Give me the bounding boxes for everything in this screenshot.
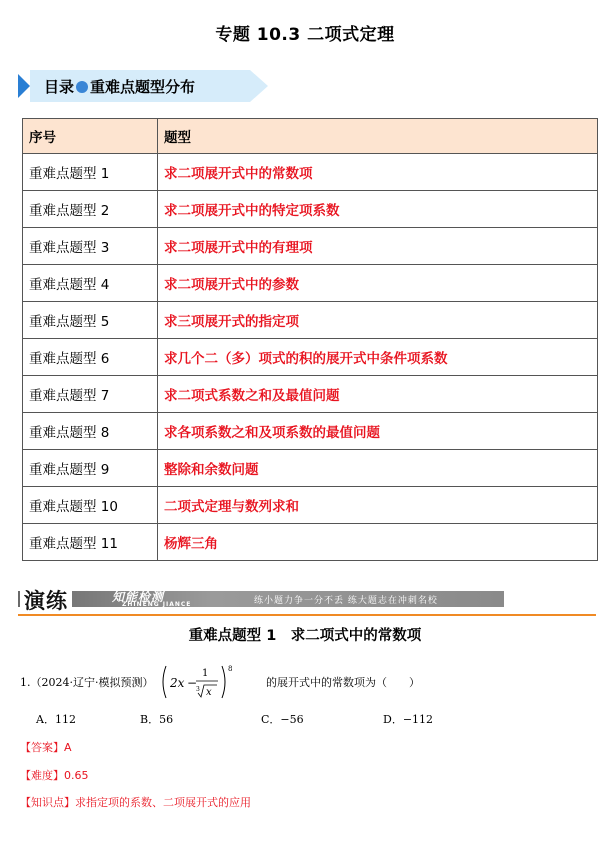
option-d[interactable]: D．−112 bbox=[383, 713, 434, 726]
row-topic[interactable]: 求各项系数之和及项系数的最值问题 bbox=[158, 413, 598, 450]
row-no: 重难点题型 8 bbox=[23, 413, 158, 450]
page-title: 专题 10.3 二项式定理 bbox=[215, 25, 395, 45]
option-a[interactable]: A．112 bbox=[36, 713, 76, 726]
col-header-topic: 题型 bbox=[158, 119, 598, 154]
table-row bbox=[23, 265, 598, 302]
table-row bbox=[23, 191, 598, 228]
row-topic[interactable]: 求二项式系数之和及最值问题 bbox=[158, 376, 598, 413]
row-no: 重难点题型 2 bbox=[23, 191, 158, 228]
table-row bbox=[23, 450, 598, 487]
bullet-dot-icon bbox=[76, 81, 88, 93]
toc-heading-right: 重难点题型分布 bbox=[90, 78, 196, 96]
binomial-formula bbox=[160, 662, 270, 702]
col-header-no: 序号 bbox=[23, 119, 158, 154]
row-topic[interactable]: 求三项展开式的指定项 bbox=[158, 302, 598, 339]
answer-line: 【答案】A bbox=[20, 741, 72, 754]
knowledge-line: 【知识点】求指定项的系数、二项展开式的应用 bbox=[20, 796, 251, 809]
table-row bbox=[23, 228, 598, 265]
practice-banner bbox=[18, 588, 504, 613]
row-topic[interactable]: 杨辉三角 bbox=[158, 524, 598, 561]
row-topic[interactable]: 求几个二（多）项式的积的展开式中条件项系数 bbox=[158, 339, 598, 376]
section-title: 重难点题型 1 求二项式中的常数项 bbox=[188, 628, 422, 644]
question-tail: 的展开式中的常数项为（ ） bbox=[266, 676, 420, 689]
formula-root-index: 3 bbox=[196, 686, 200, 693]
table-row bbox=[23, 302, 598, 339]
row-no: 重难点题型 10 bbox=[23, 487, 158, 524]
row-no: 重难点题型 6 bbox=[23, 339, 158, 376]
table-row bbox=[23, 413, 598, 450]
banner-main-text: 演练 bbox=[20, 585, 72, 615]
row-no: 重难点题型 7 bbox=[23, 376, 158, 413]
toc-table bbox=[22, 118, 598, 561]
formula-radicand: x bbox=[206, 687, 212, 698]
option-c[interactable]: C．−56 bbox=[261, 713, 304, 726]
banner-slogan: 练小题力争一分不丢 练大题志在冲刺名校 bbox=[254, 596, 438, 606]
row-topic[interactable]: 求二项展开式中的有理项 bbox=[158, 228, 598, 265]
table-row bbox=[23, 376, 598, 413]
row-no: 重难点题型 11 bbox=[23, 524, 158, 561]
row-topic[interactable]: 求二项展开式中的常数项 bbox=[158, 154, 598, 191]
row-topic[interactable]: 求二项展开式中的参数 bbox=[158, 265, 598, 302]
banner-sub-pinyin: ZHINENG JIANCE bbox=[122, 601, 192, 608]
row-no: 重难点题型 3 bbox=[23, 228, 158, 265]
row-no: 重难点题型 4 bbox=[23, 265, 158, 302]
formula-coef: 2x bbox=[170, 676, 185, 690]
row-topic[interactable]: 求二项展开式中的特定项系数 bbox=[158, 191, 598, 228]
row-no: 重难点题型 9 bbox=[23, 450, 158, 487]
formula-numerator: 1 bbox=[202, 668, 209, 679]
row-topic[interactable]: 整除和余数问题 bbox=[158, 450, 598, 487]
toc-heading-left: 目录 bbox=[44, 78, 75, 96]
formula-exponent: 8 bbox=[228, 665, 233, 673]
divider-line bbox=[18, 614, 596, 616]
svg-text:−: − bbox=[187, 676, 198, 690]
table-row bbox=[23, 524, 598, 561]
toc-header-row bbox=[23, 119, 598, 154]
row-no: 重难点题型 1 bbox=[23, 154, 158, 191]
question-number: 1.（2024·辽宁·模拟预测） bbox=[20, 676, 154, 689]
table-row bbox=[23, 154, 598, 191]
table-row bbox=[23, 339, 598, 376]
banner-sub-text: 知能检测 bbox=[112, 590, 165, 604]
option-b[interactable]: B．56 bbox=[140, 713, 174, 726]
row-topic[interactable]: 二项式定理与数列求和 bbox=[158, 487, 598, 524]
difficulty-line: 【难度】0.65 bbox=[20, 769, 89, 782]
table-row bbox=[23, 487, 598, 524]
toc-banner bbox=[18, 70, 268, 102]
row-no: 重难点题型 5 bbox=[23, 302, 158, 339]
